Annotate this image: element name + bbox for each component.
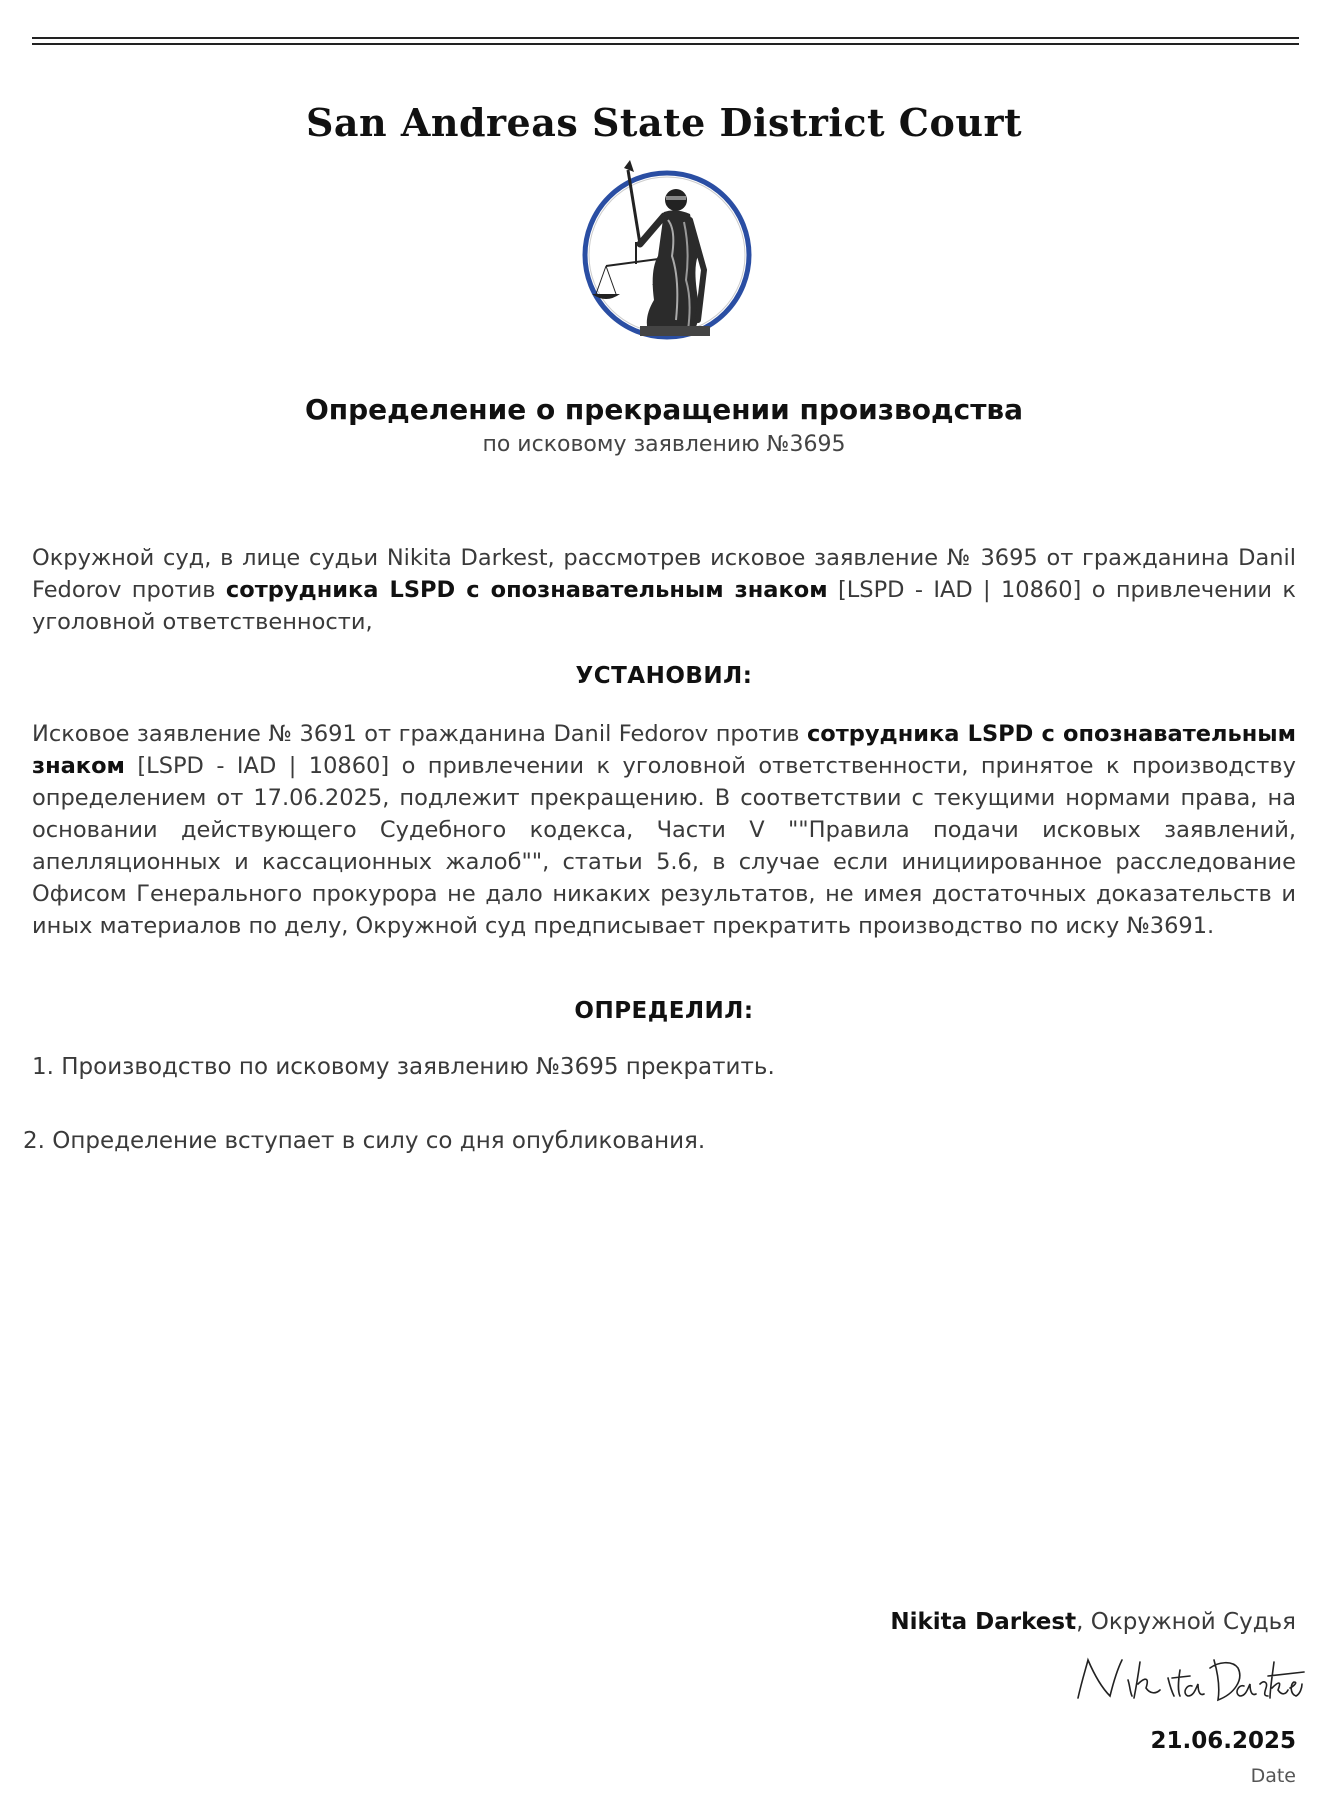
intro-text-2: [LSPD - IAD | 10860] о привлечении к уголовной ответственности, [32, 577, 1296, 635]
lady-justice-seal-icon [580, 160, 754, 340]
document-date: 21.06.2025 [1150, 1728, 1296, 1754]
handwritten-signature [1068, 1650, 1308, 1710]
judge-name: Nikita Darkest [890, 1609, 1077, 1635]
judge-title: , Окружной Судья [1076, 1609, 1296, 1635]
ruling-item: 2. Определение вступает в силу со дня опубликования. [23, 1128, 706, 1154]
top-double-rule-lower [32, 43, 1299, 45]
established-text-2: [LSPD - IAD | 10860] о привлечении к уголовной ответственности, принятое к производству определением от 17.06.2025, подлежит прекращению. В соответствии с текущими нормами права, на основании действующего Судебного кодекса, Части V ""Правила подачи исковых заявлений, апелляционных и кассационных жалоб"", статьи 5.6, в случае если инициированное расследование Офисом Генерального прокурора не дало никаких результатов, не имея достаточных доказательств и иных материалов по делу, Окружной суд предписывает прекратить производство по иску №3691. [32, 753, 1296, 939]
document-title: Определение о прекращении производства [304, 393, 1024, 426]
ruling-heading: ОПРЕДЕЛИЛ: [574, 998, 754, 1024]
court-name-header: San Andreas State District Court [305, 100, 1023, 145]
intro-text-1: Окружной суд, в лице судьи Nikita Darkest, рассмотрев исковое заявление № 3695 от гражданина Danil Fedorov против [32, 545, 1296, 603]
established-heading: УСТАНОВИЛ: [575, 663, 753, 689]
top-double-rule-upper [32, 37, 1299, 39]
intro-paragraph [32, 542, 1296, 638]
established-paragraph [32, 718, 1296, 942]
established-text-1: Исковое заявление № 3691 от гражданина Danil Fedorov против [32, 721, 807, 747]
ruling-item: 1. Производство по исковому заявлению №3695 прекратить. [32, 1054, 775, 1080]
document-subtitle: по исковому заявлению №3695 [482, 432, 846, 457]
date-label: Date [1250, 1765, 1296, 1787]
judge-signature-line [890, 1609, 1296, 1635]
intro-bold-defendant: сотрудника LSPD с опознавательным знаком [225, 577, 828, 603]
established-bold-defendant: сотрудника LSPD с опознавательным знаком [32, 721, 1296, 779]
